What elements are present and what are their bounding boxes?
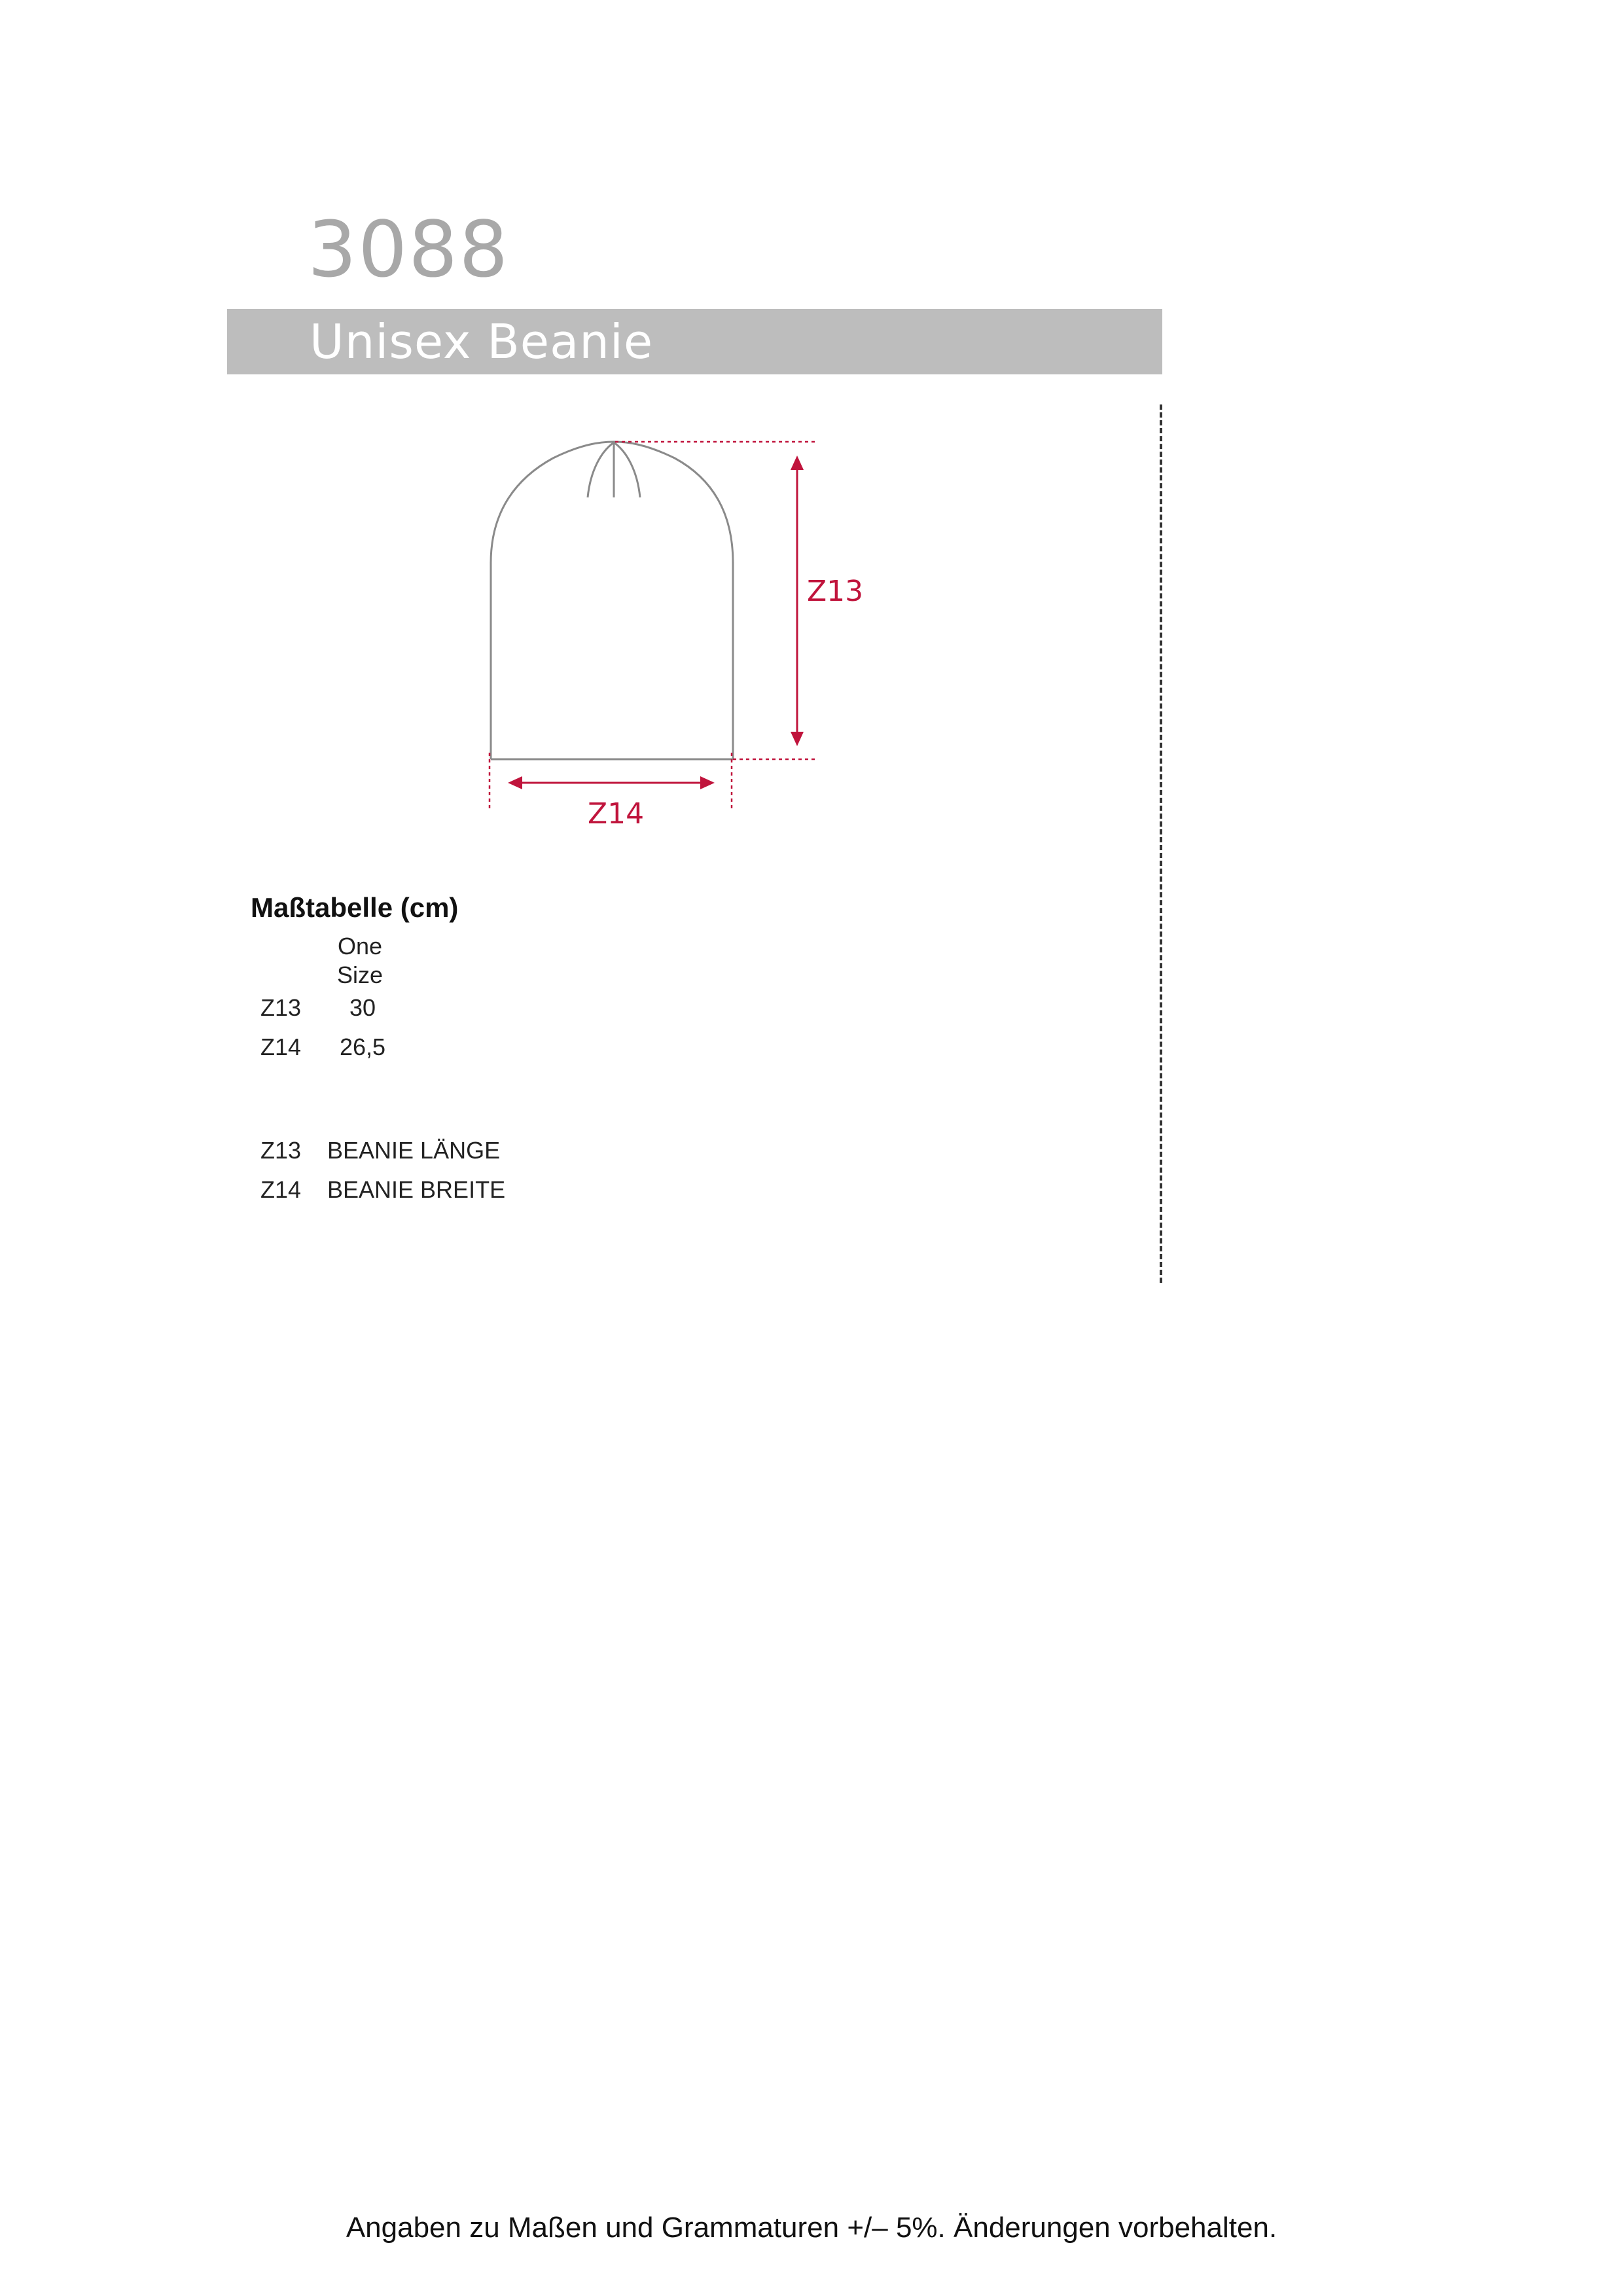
height-label: Z13 [807, 575, 864, 608]
crown-seam-right [614, 442, 640, 497]
size-table-title: Maßtabelle (cm) [251, 892, 459, 923]
legend-description: BEANIE LÄNGE [327, 1137, 501, 1164]
size-table-column-header [334, 932, 386, 990]
width-arrow-head-left [508, 776, 522, 789]
width-arrow-head-right [700, 776, 715, 789]
row-code: Z14 [260, 1033, 302, 1060]
article-number: 3088 [308, 204, 510, 295]
legend-code: Z14 [260, 1176, 302, 1203]
width-label: Z14 [588, 797, 645, 831]
row-code: Z13 [260, 994, 302, 1021]
legend-code: Z13 [260, 1137, 302, 1164]
column-header-line2: Size [336, 961, 383, 988]
column-header-line1: One [337, 933, 383, 960]
product-name: Unisex Beanie [310, 314, 654, 369]
crown-seam-left [588, 442, 614, 497]
legend-description: BEANIE BREITE [327, 1176, 506, 1203]
height-arrow-head-down [791, 732, 804, 746]
beanie-diagram [0, 0, 1623, 851]
height-arrow-head-up [791, 456, 804, 470]
row-value: 30 [349, 994, 376, 1021]
footer-note: Angaben zu Maßen und Grammaturen +/– 5%. Änderungen vorbehalten. [346, 2212, 1277, 2244]
row-value: 26,5 [339, 1033, 386, 1060]
beanie-outline [491, 442, 733, 759]
